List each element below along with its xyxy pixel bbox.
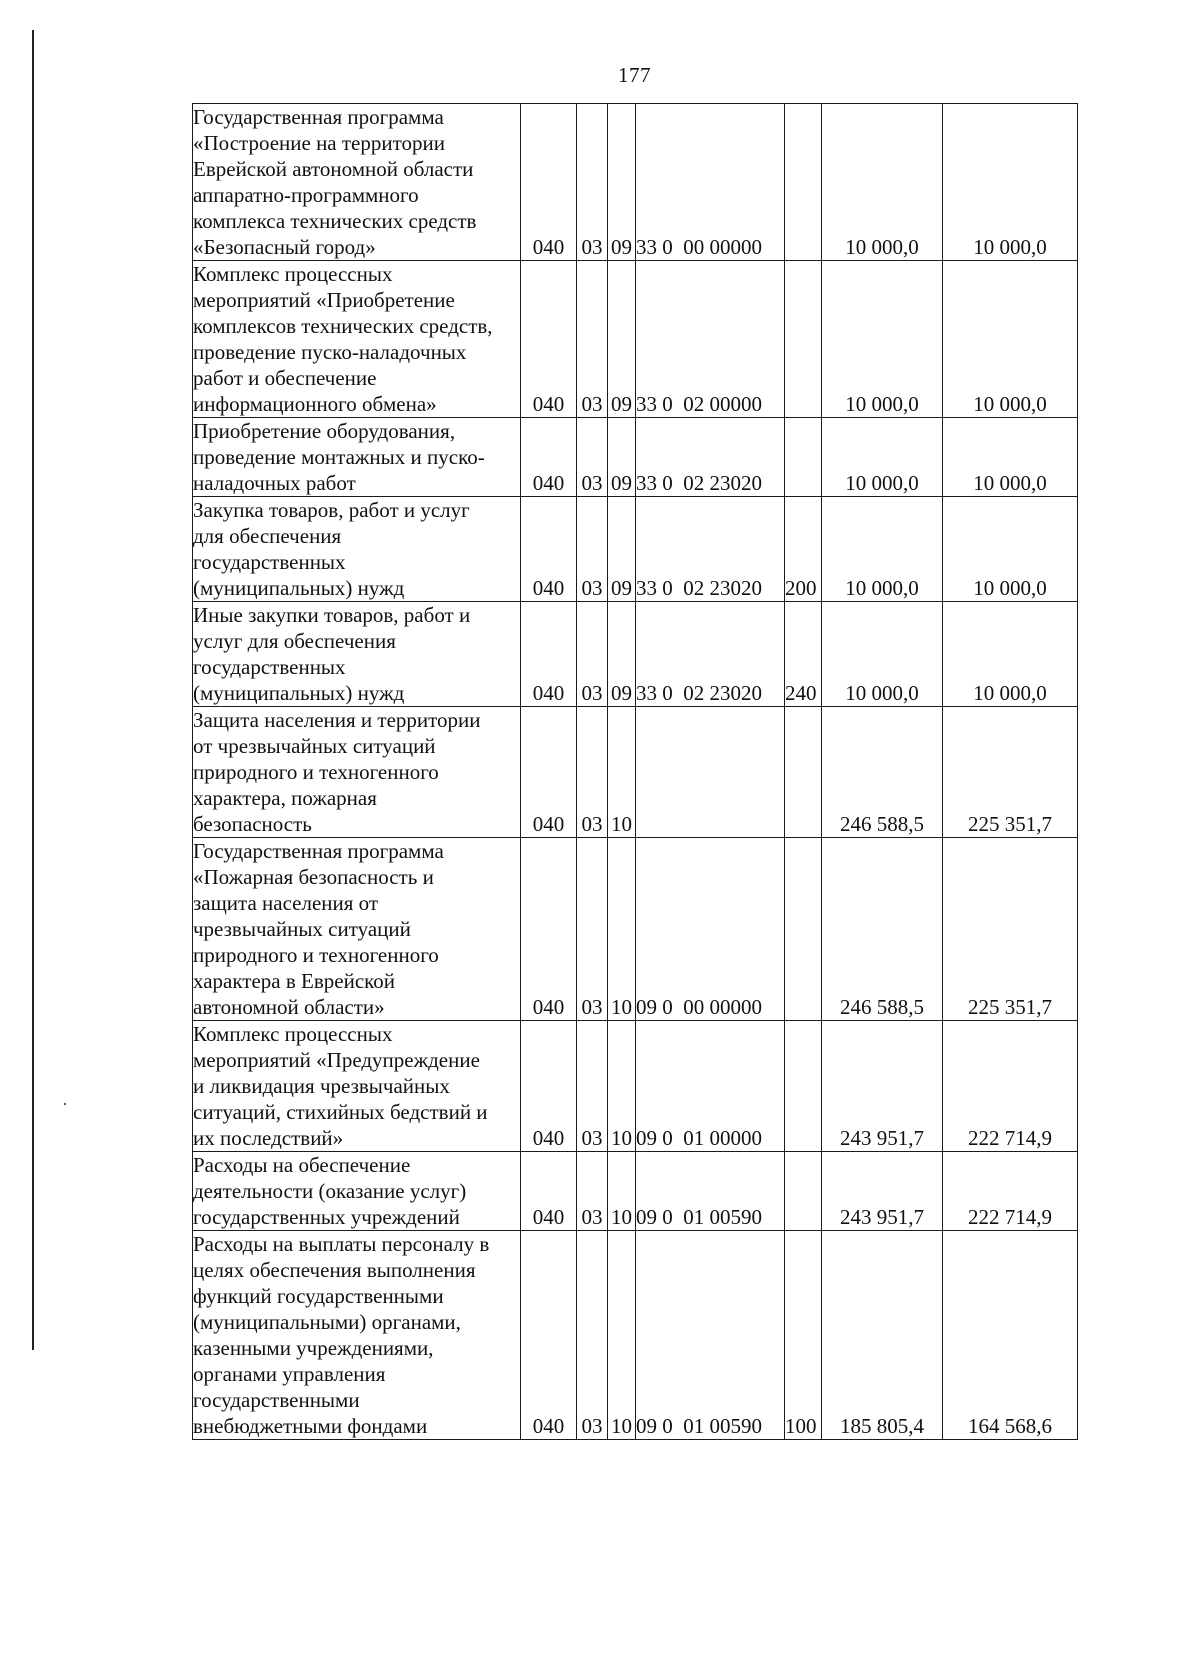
target-item-code-cell: 33 0 02 23020 [636, 418, 785, 497]
amount-year1-cell: 10 000,0 [822, 602, 943, 707]
target-item-code-cell: 09 0 01 00590 [636, 1231, 785, 1440]
row-name-cell: Расходы на обеспечение деятельности (оказание услуг) государственных учреждений [193, 1152, 521, 1231]
expense-type-code-cell [785, 104, 822, 261]
amount-year2-cell: 225 351,7 [943, 707, 1078, 838]
page-number: 177 [618, 63, 651, 87]
amount-year1-cell: 246 588,5 [822, 838, 943, 1021]
subsection-code-cell: 10 [608, 707, 636, 838]
amount-year1-cell: 10 000,0 [822, 497, 943, 602]
amount-year2-cell: 222 714,9 [943, 1021, 1078, 1152]
section-code-cell: 03 [577, 1152, 608, 1231]
amount-year1-cell: 243 951,7 [822, 1021, 943, 1152]
row-name-cell: Закупка товаров, работ и услуг для обеспечения государственных (муниципальных) нужд [193, 497, 521, 602]
expense-type-code-cell: 240 [785, 602, 822, 707]
expense-type-code-cell [785, 838, 822, 1021]
target-item-code-cell: 33 0 02 23020 [636, 497, 785, 602]
expense-type-code-cell [785, 418, 822, 497]
section-code-cell: 03 [577, 104, 608, 261]
expense-type-code-cell [785, 707, 822, 838]
grbs-code-cell: 040 [521, 1231, 577, 1440]
amount-year2-cell: 10 000,0 [943, 261, 1078, 418]
section-code-cell: 03 [577, 602, 608, 707]
grbs-code-cell: 040 [521, 602, 577, 707]
table-row [193, 707, 1078, 838]
amount-year2-cell: 10 000,0 [943, 418, 1078, 497]
target-item-code-cell: 09 0 01 00000 [636, 1021, 785, 1152]
section-code-cell: 03 [577, 707, 608, 838]
table-row [193, 1231, 1078, 1440]
scan-margin-line [32, 30, 34, 1350]
grbs-code-cell: 040 [521, 261, 577, 418]
row-name-cell: Государственная программа «Построение на территории Еврейской автономной области аппаратно-программного комплекса технических средств «Безопасный город» [193, 104, 521, 261]
table-row [193, 497, 1078, 602]
row-name-cell: Иные закупки товаров, работ и услуг для обеспечения государственных (муниципальных) нужд [193, 602, 521, 707]
subsection-code-cell: 09 [608, 104, 636, 261]
expense-type-code-cell [785, 261, 822, 418]
budget-table [192, 103, 1078, 1440]
row-name-cell: Комплекс процессных мероприятий «Приобретение комплексов технических средств, проведение пуско-наладочных работ и обеспечение информационного обмена» [193, 261, 521, 418]
table-row [193, 838, 1078, 1021]
amount-year1-cell: 246 588,5 [822, 707, 943, 838]
subsection-code-cell: 10 [608, 1231, 636, 1440]
row-name-cell: Защита населения и территории от чрезвычайных ситуаций природного и техногенного характера, пожарная безопасность [193, 707, 521, 838]
amount-year1-cell: 185 805,4 [822, 1231, 943, 1440]
section-code-cell: 03 [577, 1231, 608, 1440]
target-item-code-cell: 33 0 00 00000 [636, 104, 785, 261]
subsection-code-cell: 09 [608, 602, 636, 707]
section-code-cell: 03 [577, 838, 608, 1021]
target-item-code-cell: 09 0 00 00000 [636, 838, 785, 1021]
subsection-code-cell: 10 [608, 1021, 636, 1152]
expense-type-code-cell: 100 [785, 1231, 822, 1440]
amount-year2-cell: 10 000,0 [943, 104, 1078, 261]
grbs-code-cell: 040 [521, 104, 577, 261]
grbs-code-cell: 040 [521, 1152, 577, 1231]
expense-type-code-cell: 200 [785, 497, 822, 602]
amount-year2-cell: 222 714,9 [943, 1152, 1078, 1231]
grbs-code-cell: 040 [521, 1021, 577, 1152]
row-name-cell: Расходы на выплаты персоналу в целях обеспечения выполнения функций государственными (муниципальными) органами, казенными учреждениями, органами управления государственными внебюджетными фондами [193, 1231, 521, 1440]
subsection-code-cell: 09 [608, 418, 636, 497]
subsection-code-cell: 10 [608, 1152, 636, 1231]
table-row [193, 418, 1078, 497]
amount-year2-cell: 10 000,0 [943, 497, 1078, 602]
target-item-code-cell: 33 0 02 23020 [636, 602, 785, 707]
amount-year2-cell: 164 568,6 [943, 1231, 1078, 1440]
subsection-code-cell: 10 [608, 838, 636, 1021]
amount-year1-cell: 243 951,7 [822, 1152, 943, 1231]
amount-year1-cell: 10 000,0 [822, 418, 943, 497]
grbs-code-cell: 040 [521, 838, 577, 1021]
expense-type-code-cell [785, 1152, 822, 1231]
amount-year2-cell: 225 351,7 [943, 838, 1078, 1021]
table-row [193, 104, 1078, 261]
row-name-cell: Приобретение оборудования, проведение монтажных и пуско- наладочных работ [193, 418, 521, 497]
expense-type-code-cell [785, 1021, 822, 1152]
target-item-code-cell: 33 0 02 00000 [636, 261, 785, 418]
table-row [193, 602, 1078, 707]
row-name-cell: Государственная программа «Пожарная безопасность и защита населения от чрезвычайных ситуаций природного и техногенного характера в Еврейской автономной области» [193, 838, 521, 1021]
table-row [193, 1152, 1078, 1231]
amount-year1-cell: 10 000,0 [822, 261, 943, 418]
subsection-code-cell: 09 [608, 497, 636, 602]
amount-year1-cell: 10 000,0 [822, 104, 943, 261]
amount-year2-cell: 10 000,0 [943, 602, 1078, 707]
section-code-cell: 03 [577, 497, 608, 602]
scan-speck [64, 1103, 66, 1105]
grbs-code-cell: 040 [521, 707, 577, 838]
section-code-cell: 03 [577, 1021, 608, 1152]
row-name-cell: Комплекс процессных мероприятий «Предупреждение и ликвидация чрезвычайных ситуаций, стихийных бедствий и их последствий» [193, 1021, 521, 1152]
subsection-code-cell: 09 [608, 261, 636, 418]
target-item-code-cell: 09 0 01 00590 [636, 1152, 785, 1231]
section-code-cell: 03 [577, 261, 608, 418]
grbs-code-cell: 040 [521, 497, 577, 602]
table-row [193, 261, 1078, 418]
section-code-cell: 03 [577, 418, 608, 497]
grbs-code-cell: 040 [521, 418, 577, 497]
target-item-code-cell [636, 707, 785, 838]
table-row [193, 1021, 1078, 1152]
